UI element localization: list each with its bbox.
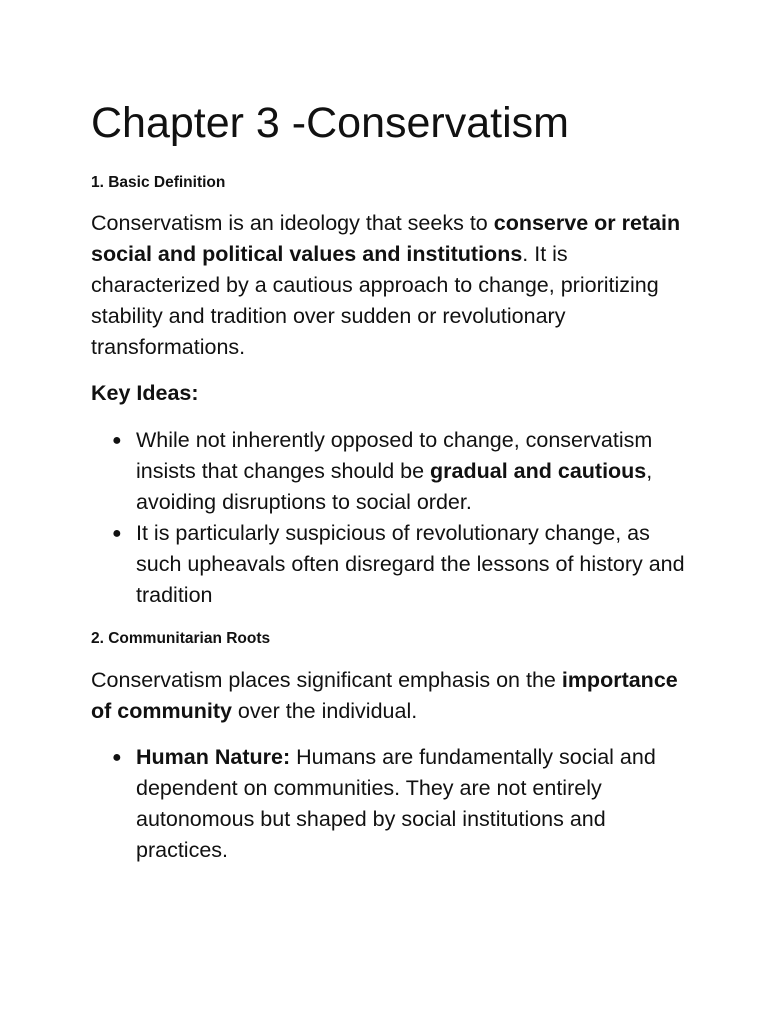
list-item (91, 742, 691, 866)
list-item (91, 518, 691, 611)
bold-text-run: importance of community (91, 668, 678, 723)
communitarian-roots-paragraph (91, 665, 691, 727)
text-run: , avoiding disruptions to social order. (136, 459, 653, 514)
bullet-icon: ● (112, 432, 122, 449)
bullet-icon: ● (112, 525, 122, 542)
text-run: . It is characterized by a cautious approach to change, prioritizing stability and tradition over sudden or revolutionary transformations. (91, 242, 659, 359)
text-run: Conservatism is an ideology that seeks to (91, 211, 494, 235)
bullet-icon: ● (112, 749, 122, 766)
text-run: Humans are fundamentally social and dependent on communities. They are not entirely autonomous but shaped by social institutions and practices. (136, 745, 656, 862)
communitarian-roots-list (91, 742, 691, 866)
bold-text-run: gradual and cautious (430, 459, 647, 483)
section-heading-basic-definition: 1. Basic Definition (91, 174, 226, 191)
list-item (91, 425, 691, 518)
basic-definition-paragraph (91, 208, 691, 363)
section-heading-communitarian-roots: 2. Communitarian Roots (91, 630, 271, 647)
key-ideas-heading: Key Ideas: (91, 381, 199, 405)
key-ideas-list (91, 425, 691, 611)
text-run: While not inherently opposed to change, conservatism insists that changes should be (136, 428, 653, 483)
text-run: over the individual. (231, 699, 418, 723)
bold-text-run: conserve or retain social and political values and institutions (91, 211, 681, 266)
text-run: It is particularly suspicious of revolutionary change, as such upheavals often disregard the lessons of history and tradition (136, 521, 685, 607)
page-title: Chapter 3 -Conservatism (91, 99, 569, 147)
text-run: Conservatism places significant emphasis on the (91, 668, 562, 692)
bold-text-run: Human Nature: (136, 745, 291, 769)
